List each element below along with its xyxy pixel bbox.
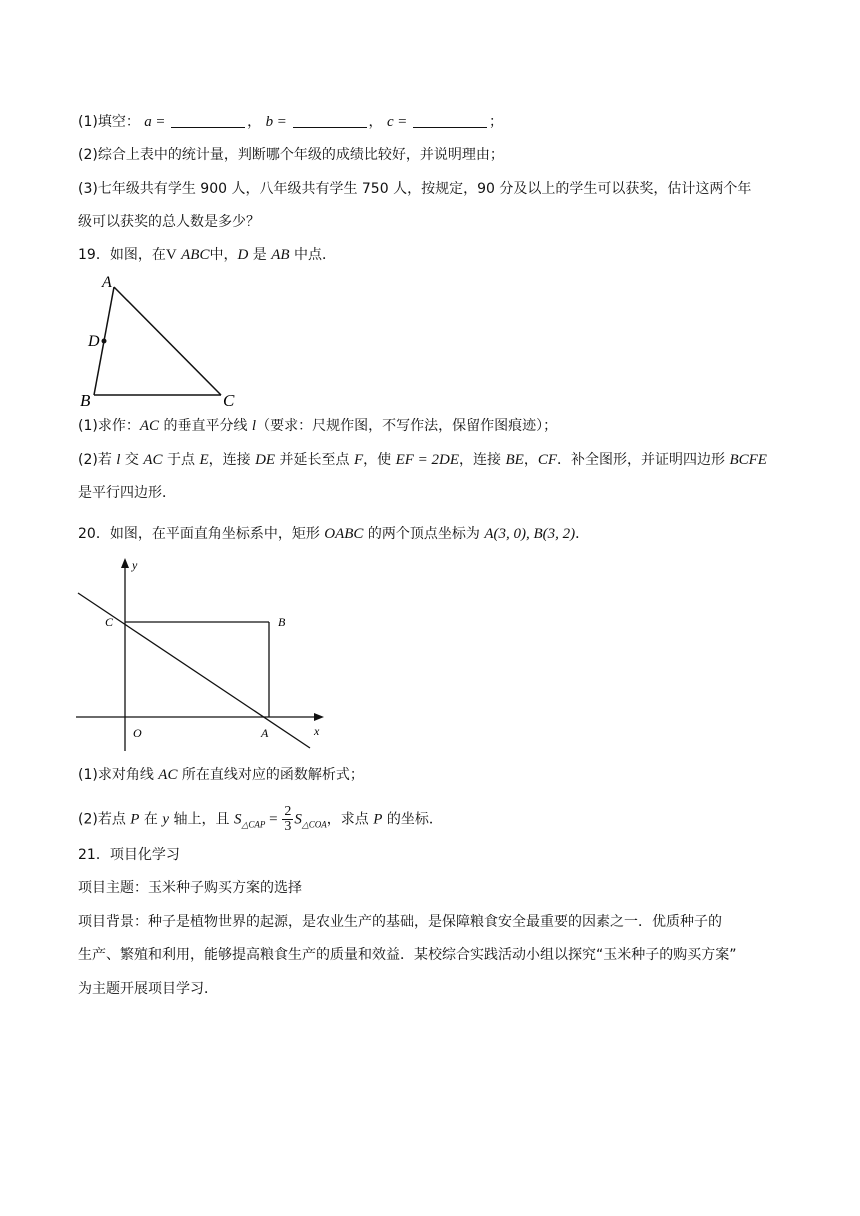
label-y: y: [132, 558, 138, 572]
segment-cf: CF: [537, 452, 557, 468]
point-p: P: [373, 811, 383, 828]
q19-triangle-figure: [80, 270, 250, 410]
numerator: 2: [284, 804, 292, 819]
blank-c[interactable]: [413, 113, 487, 128]
coordinates: A(3, 0), B(3, 2): [484, 526, 576, 542]
area-coa-subscript: △COA: [301, 819, 327, 830]
fraction-two-thirds: [282, 805, 293, 834]
text: ，连接: [459, 452, 506, 468]
q21-background-line1: 项目背景：种子是植物世界的起源，是农业生产的基础，是保障粮食安全最重要的因素之一．优质种子的: [78, 914, 722, 930]
point-p: P: [130, 811, 140, 828]
equation-ef: EF = 2DE: [395, 452, 460, 468]
segment-de: DE: [255, 452, 276, 468]
var-a: a: [144, 114, 152, 130]
text: ，求点: [326, 811, 374, 828]
q20-part1: [78, 765, 364, 785]
q18-part1-prefix: (1)填空：: [78, 114, 140, 130]
text: 的垂直平分线: [159, 418, 252, 434]
q19-part2-line2: 是平行四边形．: [78, 485, 176, 501]
point-e: E: [199, 452, 209, 468]
q21-theme: 项目主题：玉米种子购买方案的选择: [78, 880, 302, 896]
q18-part3-line1: (3)七年级共有学生 900 人，八年级共有学生 750 人，按规定，90 分及以上的学生可以获奖，估计这两个年: [78, 181, 752, 197]
side-ac: [114, 287, 221, 395]
segment-ac: AC: [139, 418, 160, 434]
equals: =: [277, 114, 287, 130]
triangle-symbol: V: [165, 247, 177, 263]
q21-title: 21．项目化学习: [78, 847, 180, 863]
q18-part1: [78, 112, 503, 132]
text: 的坐标．: [382, 811, 443, 828]
text: 是: [248, 247, 272, 263]
q19-part2: [78, 450, 767, 470]
label-c: C: [105, 615, 114, 629]
line-l: l: [116, 452, 121, 468]
blank-a[interactable]: [171, 113, 245, 128]
var-b: b: [265, 114, 274, 130]
label-c: C: [223, 391, 235, 410]
q18-part3-line2: 级可以获奖的总人数是多少？: [78, 214, 260, 230]
text: (1)求作：: [78, 418, 140, 434]
label-b: B: [278, 615, 286, 629]
text: ．补全图形，并证明四边形: [557, 452, 730, 468]
equals: =: [156, 114, 165, 130]
semicolon: ；: [489, 114, 503, 130]
text: 的两个顶点坐标为: [363, 526, 485, 542]
q20-number: 20．如图，在平面直角坐标系中，矩形: [78, 526, 325, 542]
q19-part1: [78, 416, 557, 436]
text: 于点: [162, 452, 200, 468]
q21-background-line3: 为主题开展项目学习．: [78, 981, 218, 997]
text: ，连接: [208, 452, 256, 468]
text: 轴上，且: [169, 811, 234, 828]
text: (1)求对角线: [78, 767, 159, 783]
text: ．: [575, 526, 590, 542]
segment-ac: AC: [158, 767, 178, 783]
area-s: S: [233, 811, 242, 828]
text: 并延长至点: [275, 452, 354, 468]
text: ，: [523, 452, 538, 468]
q19-number: 19．如图，在: [78, 247, 166, 263]
line-l: l: [251, 418, 257, 434]
q21-background-line2: 生产、繁殖和利用，能够提高粮食生产的质量和效益．某校综合实践活动小组以探究“玉米种子的购买方案”: [78, 947, 737, 963]
text: 所在直线对应的函数解析式；: [177, 767, 364, 783]
comma: ，: [368, 114, 383, 130]
q20-coordinate-figure: [76, 555, 336, 755]
q20-stem: [78, 524, 589, 544]
label-d: D: [88, 333, 100, 350]
segment-ab: AB: [271, 247, 290, 263]
q19-stem: [78, 245, 336, 265]
area-s: S: [294, 811, 302, 828]
text: （要求：尺规作图，不写作法，保留作图痕迹）；: [256, 418, 558, 434]
midpoint-d-dot: [102, 339, 107, 344]
text: (2)若: [78, 452, 117, 468]
label-a: A: [102, 274, 112, 291]
point-d: D: [237, 247, 249, 263]
denominator: 3: [284, 819, 292, 834]
area-cap-subscript: △CAP: [241, 819, 266, 830]
q18-part2: (2)综合上表中的统计量，判断哪个年级的成绩比较好，并说明理由；: [78, 147, 504, 163]
x-axis-arrow: [314, 713, 324, 721]
rect-oabc: OABC: [324, 526, 364, 542]
var-c: c: [386, 114, 394, 130]
text: ，使: [363, 452, 396, 468]
label-a: A: [261, 726, 269, 740]
label-o: O: [133, 726, 142, 740]
text: 交: [120, 452, 144, 468]
q20-part2: (2)若点 P 在 y 轴上，且 $S_{\triangle CAP}$ = $\frac{2}{3}$ $S_{\triangle COA}$，求点 P 的坐标．: [78, 804, 443, 834]
segment-be: BE: [505, 452, 524, 468]
point-f: F: [353, 452, 364, 468]
text: 在: [139, 811, 163, 828]
comma: ，: [247, 114, 262, 130]
text: 中点．: [289, 247, 336, 263]
text: 中，: [209, 247, 238, 263]
tri-abc: ABC: [181, 247, 210, 263]
label-x: x: [314, 724, 320, 738]
var-y: y: [162, 811, 170, 828]
equals: =: [398, 114, 407, 130]
text: (2)若点: [78, 811, 131, 828]
label-b: B: [80, 391, 91, 410]
quad-bcfe: BCFE: [729, 452, 767, 468]
y-axis-arrow: [121, 558, 129, 568]
blank-b[interactable]: [293, 113, 367, 128]
segment-ac: AC: [143, 452, 163, 468]
